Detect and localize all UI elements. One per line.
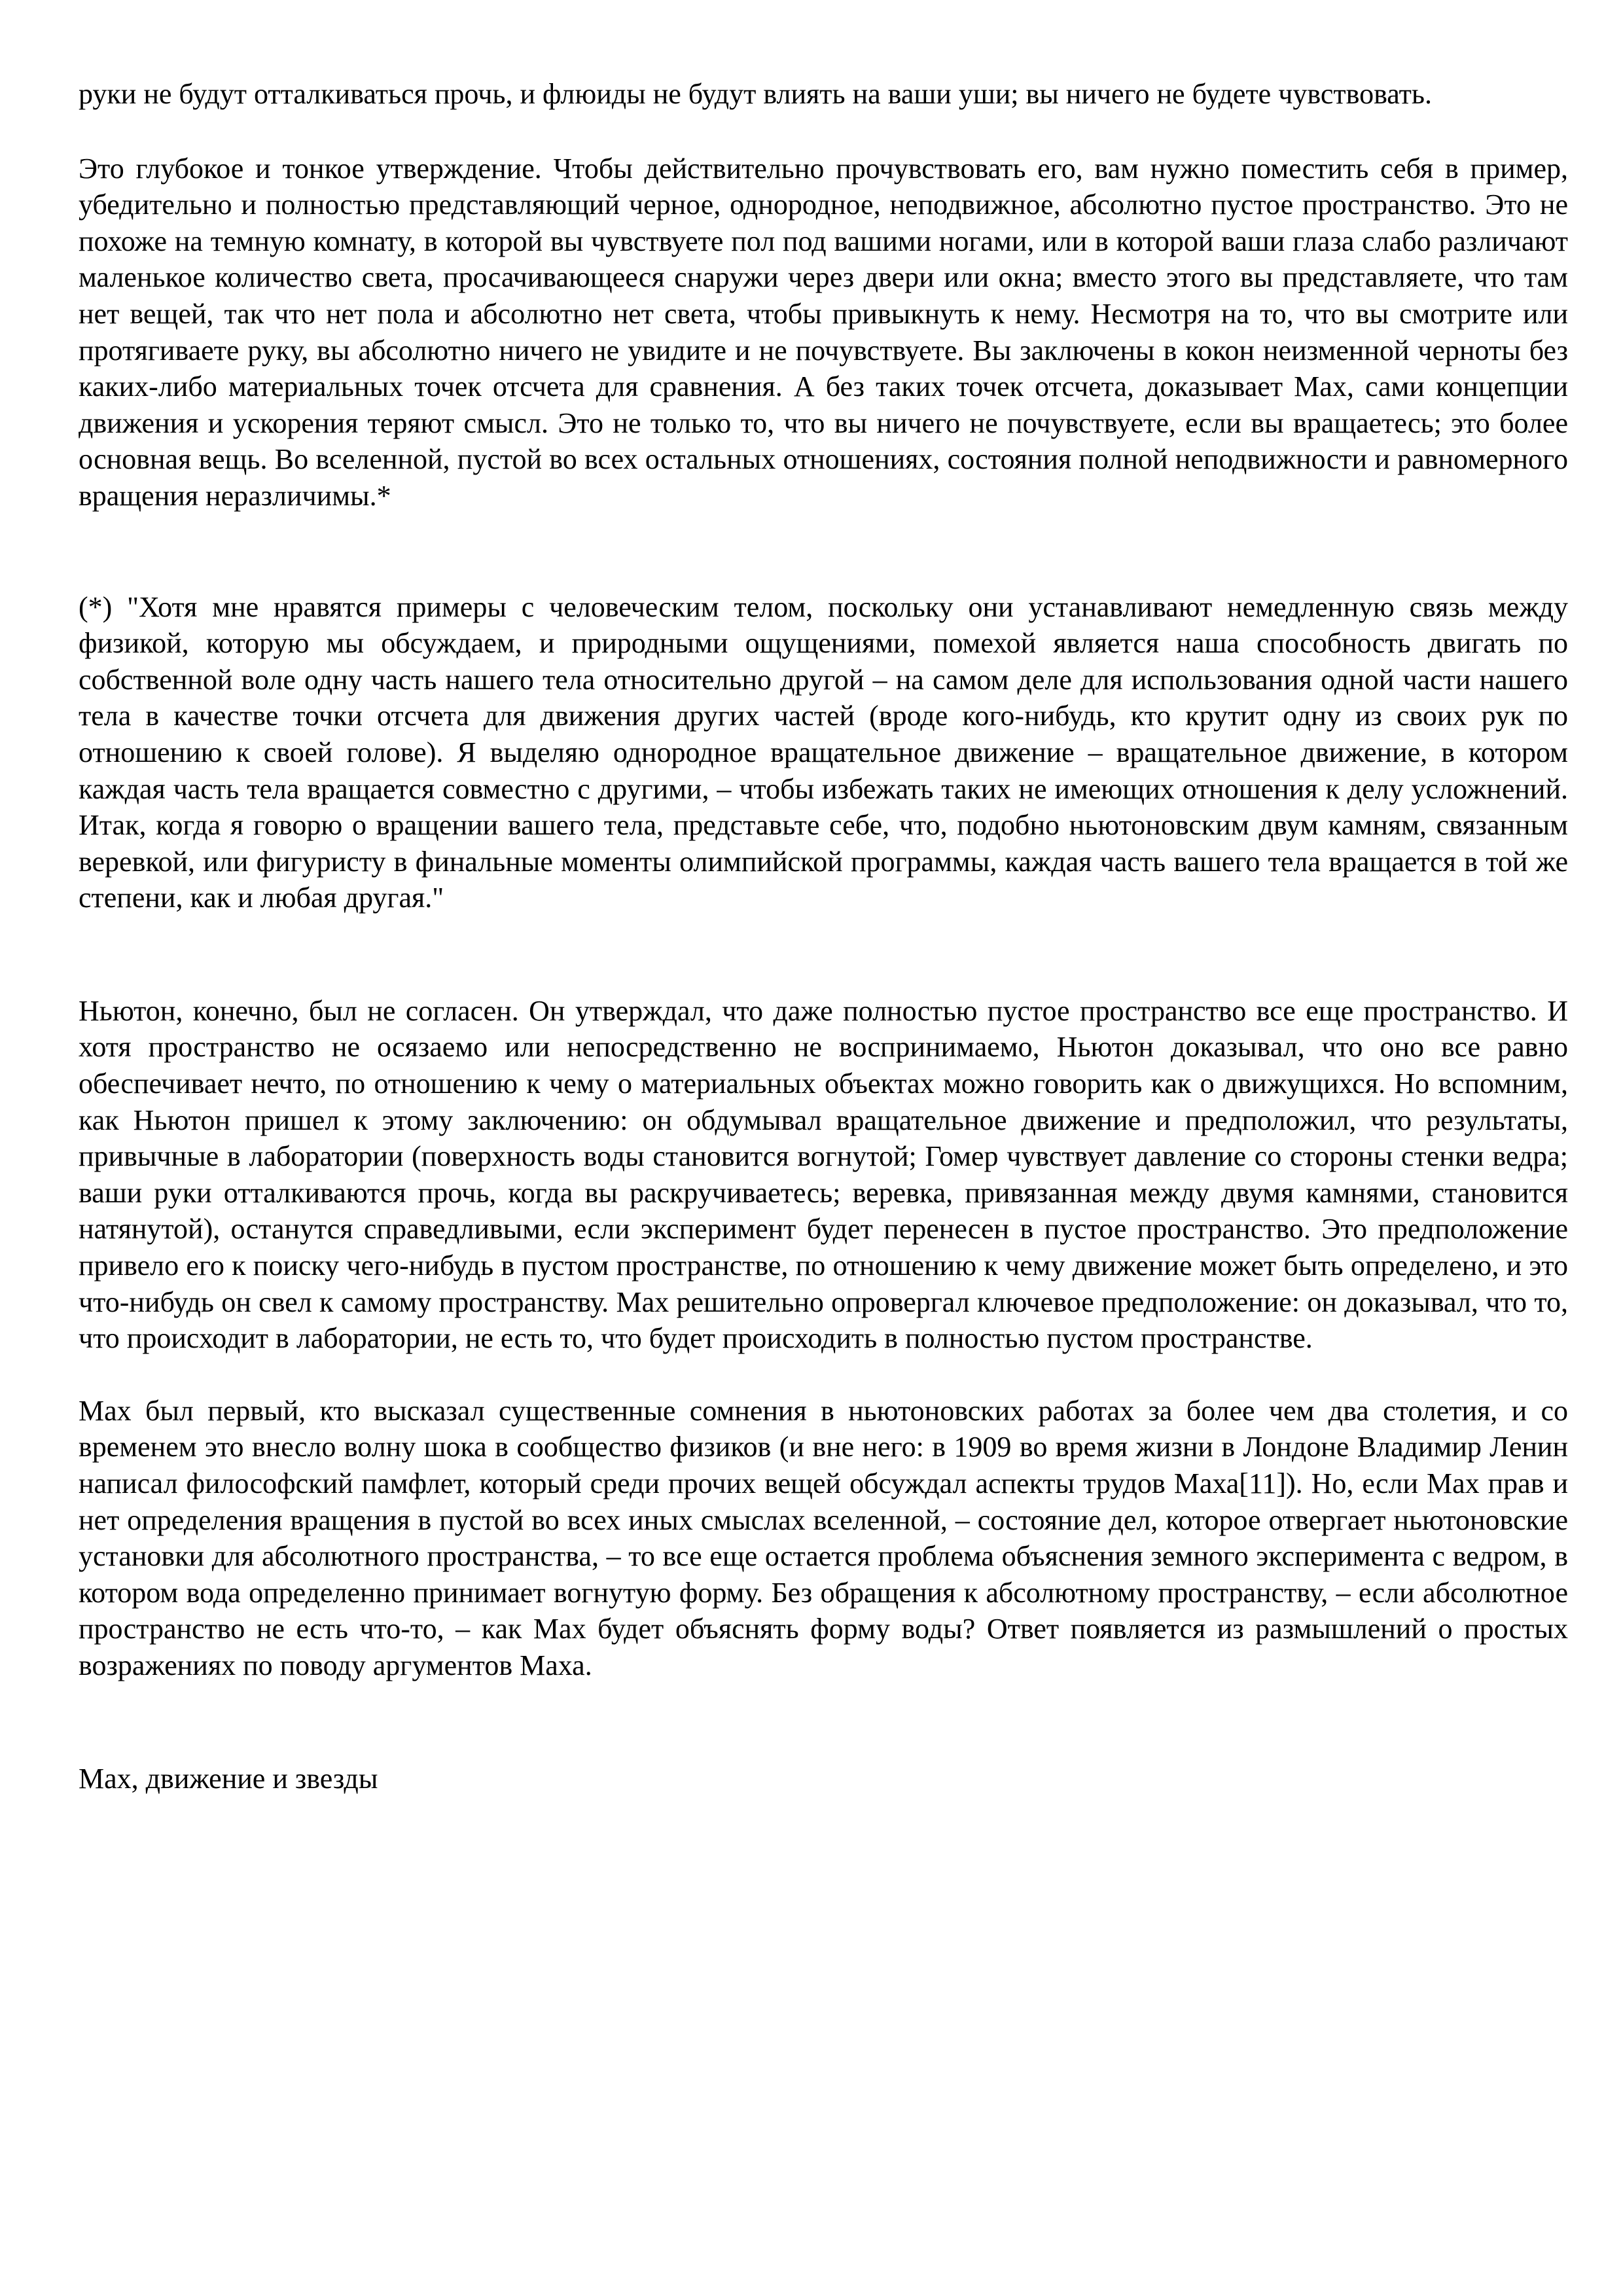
paragraph-newton: Ньютон, конечно, был не согласен. Он утверждал, что даже полностью пустое пространство все еще пространство. И хотя пространство не осязаемо или непосредственно не воспринимаемо, Ньютон доказывал, что оно все равно обеспечивает нечто, по отношению к чему о материальных объектах можно говорить как о движущихся. Но вспомним, как Ньютон пришел к этому заключению: он обдумывал вращательное движение и предположил, что результаты, привычные в лаборатории (поверхность воды становится вогнутой; Гомер чувствует давление со стороны стенки ведра; ваши руки отталкиваются прочь, когда вы раскручиваетесь; веревка, привязанная между двумя камнями, становится натянутой), останутся справедливыми, если эксперимент будет перенесен в пустое пространство. Это предположение привело его к поиску чего-нибудь в пустом пространстве, по отношению к чему движение может быть определено, и это что-нибудь он свел к самому пространству. Мах решительно опровергал ключевое предположение: он доказывал, что то, что происходит в лаборатории, не есть то, что будет происходить в полностью пустом пространстве. bbox=[79, 994, 1568, 1355]
section-heading: Мах, движение и звезды bbox=[79, 1762, 378, 1795]
paragraph-gap bbox=[79, 514, 1568, 589]
paragraph-gap bbox=[79, 113, 1568, 151]
paragraph-mach: Мах был первый, кто высказал существенные сомнения в ньютоновских работах за более чем два столетия, и со временем это внесло волну шока в сообщество физиков (и вне него: в 1909 во время жизни в Лондоне Владимир Ленин написал философский памфлет, который среди прочих вещей обсуждал аспекты трудов Маха[11]). Но, если Мах прав и нет определения вращения в пустой во всех иных смыслах вселенной, – состояние дел, которое отвергает ньютоновские установки для абсолютного пространства, – то все еще остается проблема объяснения земного эксперимента с ведром, в котором вода определенно принимает вогнутую форму. Без обращения к абсолютному пространству, – если абсолютное пространство не есть что-то, – как Мах будет объяснять форму воды? Ответ появляется из размышлений о простых возражениях по поводу аргументов Маха. bbox=[79, 1394, 1568, 1681]
paragraph-gap bbox=[79, 1684, 1568, 1761]
paragraph-empty-space: Это глубокое и тонкое утверждение. Чтобы действительно прочувствовать его, вам нужно поместить себя в пример, убедительно и полностью представляющий черное, однородное, неподвижное, абсолютно пустое пространство. Это не похоже на темную комнату, в которой вы чувствуете пол под вашими ногами, или в которой ваши глаза слабо различают маленькое количество света, просачивающееся снаружи через двери или окна; вместо этого вы представляете, что там нет вещей, так что нет пола и абсолютно нет света, чтобы привыкнуть к нему. Несмотря на то, что вы смотрите или протягиваете руку, вы абсолютно ничего не увидите и не почувствуете. Вы заключены в кокон неизменной черноты без каких-либо материальных точек отсчета для сравнения. А без таких точек отсчета, доказывает Мах, сами концепции движения и ускорения теряют смысл. Это не только то, что вы ничего не почувствуете, если вы вращаетесь; это более основная вещь. Во вселенной, пустой во всех остальных отношениях, состояния полной неподвижности и равномерного вращения неразличимы.* bbox=[79, 152, 1568, 512]
paragraph-continuation: руки не будут отталкиваться прочь, и флюиды не будут влиять на ваши уши; вы ничего не будете чувствовать. bbox=[79, 78, 1432, 110]
paragraph-gap bbox=[79, 916, 1568, 993]
paragraph-gap bbox=[79, 1357, 1568, 1393]
footnote-paragraph: (*) "Хотя мне нравятся примеры с человеческим телом, поскольку они устанавливают немедленную связь между физикой, которую мы обсуждаем, и природными ощущениями, помехой является наша способность двигать по собственной воле одну часть нашего тела относительно другой – на самом деле для использования одной части нашего тела в качестве точки отсчета для движения других частей (вроде кого-нибудь, кто крутит одну из своих рук по отношению к своей голове). Я выделяю однородное вращательное движение – вращательное движение, в котором каждая часть тела вращается совместно с другими, – чтобы избежать таких не имеющих отношения к делу усложнений. Итак, когда я говорю о вращении вашего тела, представьте себе, что, подобно ньютоновским двум камням, связанным веревкой, или фигуристу в финальные моменты олимпийской программы, каждая часть вашего тела вращается в той же степени, как и любая другая." bbox=[79, 590, 1568, 914]
